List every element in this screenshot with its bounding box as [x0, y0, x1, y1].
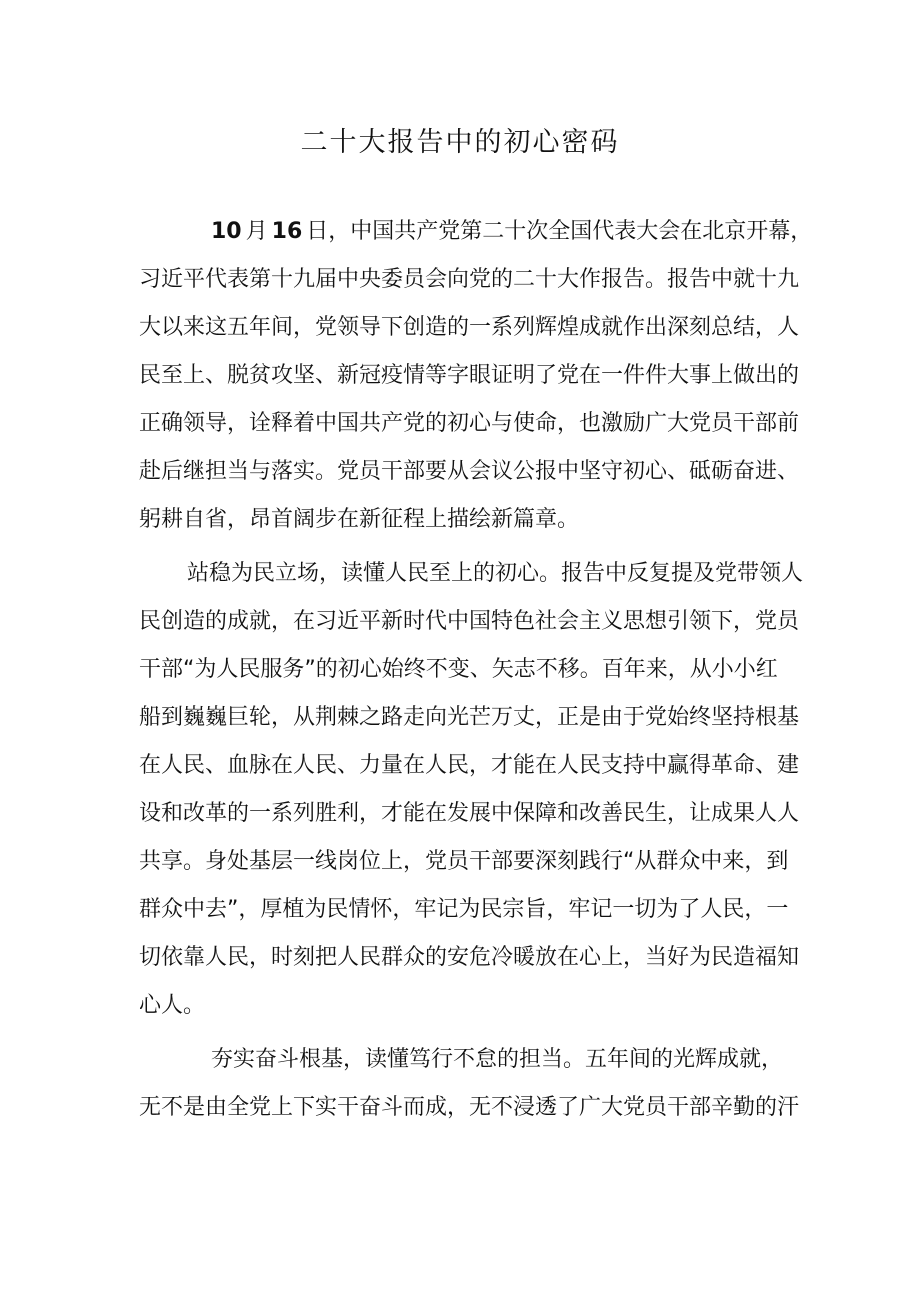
- paragraph-2-line-4: 船到巍巍巨轮，从荆棘之路走向光芒万丈，正是由于党始终坚持根基: [139, 705, 800, 730]
- paragraph-1-line-1-text: 日，中国共产党第二十次全国代表大会在北京开幕，: [306, 219, 813, 244]
- date-month-number: 10: [211, 219, 242, 244]
- paragraph-2-line-3: 干部“为人民服务”的初心始终不变、矢志不移。百年来，从小小红: [139, 657, 778, 682]
- date-month-unit: 月: [245, 219, 268, 244]
- paragraph-1-line-2: 习近平代表第十九届中央委员会向党的二十大作报告。报告中就十九: [139, 267, 800, 292]
- paragraph-1-line-5: 正确领导，诠释着中国共产党的初心与使命，也激励广大党员干部前: [139, 411, 800, 436]
- paragraph-2-line-7: 共享。身处基层一线岗位上，党员干部要深刻践行“从群众中来，到: [139, 849, 789, 874]
- paragraph-2-line-9: 切依靠人民，时刻把人民群众的安危冷暖放在心上，当好为民造福知: [139, 945, 800, 970]
- document-title: 二十大报告中的初心密码: [300, 127, 620, 158]
- paragraph-2-line-8: 群众中去”，厚植为民情怀，牢记为民宗旨，牢记一切为了人民，一: [139, 897, 789, 922]
- paragraph-3-line-1: 夯实奋斗根基，读懂笃行不怠的担当。五年间的光辉成就，: [211, 1047, 784, 1072]
- paragraph-1-line-3: 大以来这五年间，党领导下创造的一系列辉煌成就作出深刻总结，人: [139, 315, 800, 340]
- paragraph-2-line-2: 民创造的成就，在习近平新时代中国特色社会主义思想引领下，党员: [139, 609, 800, 634]
- paragraph-2-line-6: 设和改革的一系列胜利，才能在发展中保障和改善民生，让成果人人: [139, 801, 800, 826]
- paragraph-2-line-5: 在人民、血脉在人民、力量在人民，才能在人民支持中赢得革命、建: [139, 753, 800, 778]
- paragraph-1-line-4: 民至上、脱贫攻坚、新冠疫情等字眼证明了党在一件件大事上做出的: [139, 363, 800, 388]
- paragraph-2-line-10: 心人。: [139, 993, 206, 1018]
- paragraph-3-line-2: 无不是由全党上下实干奋斗而成，无不浸透了广大党员干部辛勤的汗: [139, 1095, 800, 1120]
- paragraph-1-line-6: 赴后继担当与落实。党员干部要从会议公报中坚守初心、砥砺奋进、: [139, 459, 800, 484]
- paragraph-1-line-7: 躬耕自省，昂首阔步在新征程上描绘新篇章。: [139, 507, 580, 532]
- paragraph-2-line-1: 站稳为民立场，读懂人民至上的初心。报告中反复提及党带领人: [187, 561, 804, 586]
- date-day-number: 16: [271, 219, 303, 244]
- paragraph-1-line-1: [211, 217, 812, 247]
